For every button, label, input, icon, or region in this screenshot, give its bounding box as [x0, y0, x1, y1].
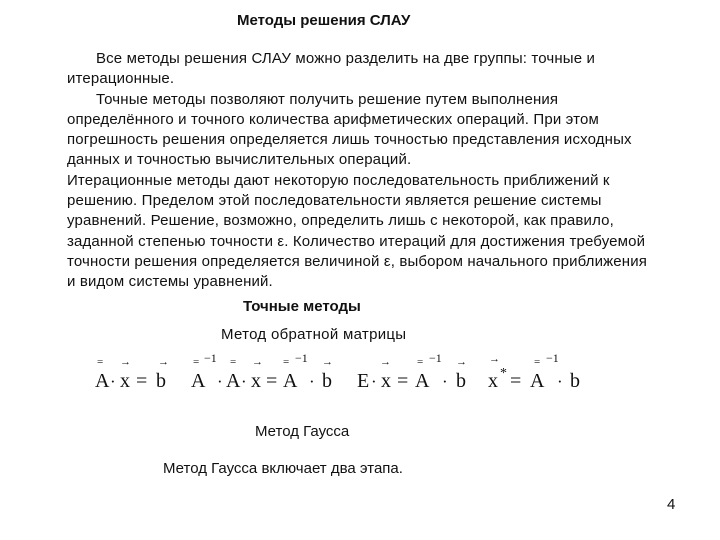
gauss-method-description: Метод Гаусса включает два этапа.: [163, 460, 403, 477]
paragraph-line: данных и точностью вычислительных операций.: [67, 151, 412, 169]
symbol-a: A: [226, 370, 241, 392]
dot-operator: ·: [241, 372, 247, 391]
vector-arrow: →: [252, 356, 263, 368]
formula-identity: [357, 351, 467, 392]
paragraph-line: Итерационные методы дают некоторую последовательность приближений к: [67, 171, 610, 189]
inverse-exponent: −1: [429, 351, 442, 365]
dot-operator: ·: [371, 372, 377, 391]
symbol-x: x: [120, 370, 130, 392]
symbol-a: A: [191, 370, 206, 392]
slide-title: Методы решения СЛАУ: [237, 12, 411, 29]
dot-operator: ·: [442, 372, 448, 391]
vector-arrow: →: [456, 356, 467, 368]
dot-operator: ·: [217, 372, 223, 391]
vector-arrow: →: [120, 356, 131, 368]
symbol-b: b: [156, 370, 166, 392]
equals-sign: =: [510, 370, 522, 392]
paragraph-line: и видом системы уравнений.: [67, 273, 273, 291]
exact-methods-heading: Точные методы: [243, 298, 361, 315]
dot-operator: ·: [557, 372, 563, 391]
formula-solution: [488, 351, 580, 392]
dot-operator: ·: [309, 372, 315, 391]
inverse-matrix-formulas: [90, 346, 590, 396]
page-number: 4: [667, 496, 676, 513]
symbol-b: b: [456, 370, 466, 392]
inverse-exponent: −1: [546, 351, 559, 365]
equals-sign: =: [136, 370, 148, 392]
matrix-bar: =: [283, 356, 290, 368]
paragraph-line: Все методы решения СЛАУ можно разделить на две группы: точные и: [96, 50, 596, 67]
symbol-e: E: [357, 370, 370, 392]
inverse-exponent: −1: [295, 351, 308, 365]
gauss-method-label: Метод Гаусса: [255, 423, 350, 440]
symbol-b: b: [570, 370, 580, 392]
inverse-exponent: −1: [204, 351, 217, 365]
paragraph-line: определённого и точного количества арифметических операций. При этом: [67, 110, 599, 128]
matrix-bar: =: [417, 356, 424, 368]
matrix-bar: =: [534, 356, 541, 368]
paragraph-line: итерационные.: [67, 70, 175, 88]
star-superscript: *: [500, 366, 507, 381]
matrix-bar: =: [230, 356, 237, 368]
paragraph-line: решению. Пределом этой последовательности является решение системы: [67, 192, 602, 210]
paragraph-line: погрешность решения определяется лишь точностью представления исходных: [67, 131, 632, 149]
equals-sign: =: [266, 370, 278, 392]
symbol-a: A: [283, 370, 298, 392]
vector-arrow: →: [322, 356, 333, 368]
intro-paragraph: [67, 49, 693, 293]
symbol-x: x: [381, 370, 391, 392]
symbol-x: x: [251, 370, 261, 392]
symbol-x: x: [488, 370, 498, 392]
paragraph-line: Точные методы позволяют получить решение путем выполнения: [96, 90, 559, 108]
symbol-a: A: [95, 370, 110, 392]
formula-inverse-multiply: [191, 351, 333, 392]
paragraph-line: точности решения определяется величиной ε, выбором начального приближения: [67, 252, 648, 270]
symbol-a: A: [415, 370, 430, 392]
vector-arrow: →: [158, 356, 169, 368]
matrix-bar: =: [97, 356, 104, 368]
vector-arrow: →: [380, 356, 391, 368]
symbol-b: b: [322, 370, 332, 392]
symbol-a: A: [530, 370, 545, 392]
formula-ax-eq-b: [95, 356, 169, 392]
matrix-bar: =: [193, 356, 200, 368]
vector-arrow: →: [489, 353, 500, 365]
paragraph-line: заданной степенью точности ε. Количество итераций для достижения требуемой: [67, 232, 646, 250]
paragraph-line: уравнений. Решение, возможно, определить лишь с некоторой, как правило,: [67, 212, 614, 230]
inverse-matrix-method-label: Метод обратной матрицы: [221, 326, 407, 343]
equals-sign: =: [397, 370, 409, 392]
dot-operator: ·: [110, 372, 116, 391]
